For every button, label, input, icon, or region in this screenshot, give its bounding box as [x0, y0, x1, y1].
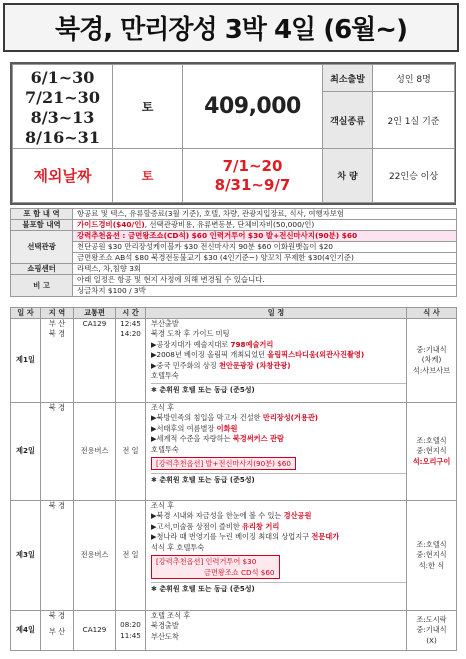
- header-meal: 식 사: [407, 308, 457, 319]
- itinerary-day-row: [11, 403, 457, 501]
- room-value: 2인 1실 기준: [373, 92, 455, 149]
- region: 북 경: [48, 501, 66, 510]
- transport: 전용버스: [74, 403, 116, 501]
- header-transport: 교통편: [74, 308, 116, 319]
- exclusion-date-line: 8/31~9/7: [214, 175, 291, 194]
- price: 409,000: [183, 65, 323, 149]
- guide-fee-highlight: 가이드경비($40/인): [77, 220, 145, 229]
- schedule-line: ▶세계적 수준을 자랑하는 북경써커스 관람: [151, 434, 284, 444]
- schedule-cell: [146, 319, 407, 403]
- schedule-line: ▶북경 시내와 자금성을 한눈에 볼 수 있는 경산공원: [151, 511, 312, 521]
- star-icon: ✱: [151, 476, 157, 485]
- time-cell: [116, 403, 146, 501]
- transport: CA129: [74, 611, 116, 651]
- info-table: [10, 208, 456, 297]
- region-cell: [41, 319, 74, 403]
- region: 북 경: [48, 403, 66, 412]
- itinerary-day-row: [11, 319, 457, 403]
- date-line: 8/16~31: [25, 128, 100, 147]
- shopping-value: 라텍스, 차,침향 3회: [73, 264, 457, 275]
- header-time: 시 간: [116, 308, 146, 319]
- room-label: 객실종류: [323, 92, 373, 149]
- meal-cell: [407, 611, 457, 651]
- included-label: 포 함 내 역: [11, 209, 73, 220]
- meal: 석:오리구이: [412, 456, 451, 466]
- region-cell: [41, 403, 74, 501]
- meal: (차케): [421, 355, 442, 365]
- time-cell: [116, 501, 146, 611]
- time: 08:20: [120, 620, 141, 630]
- exclusion-label: 제외날짜: [13, 149, 113, 203]
- meal: 중:기내식: [416, 625, 447, 635]
- meal: 중:기내식: [416, 344, 447, 354]
- schedule-line: ▶공장지대가 예술지대로 798예술거리: [151, 339, 274, 349]
- schedule-cell: [146, 501, 407, 611]
- schedule-line: ▶청나라 때 번영기를 누린 베이징 최대의 상업지구 전문대가: [151, 532, 340, 542]
- vehicle-value: 22인승 이상: [373, 149, 455, 203]
- time: 12:45: [120, 319, 141, 328]
- itinerary-table: [10, 307, 456, 651]
- schedule-cell: [146, 403, 407, 501]
- meal-cell: [407, 501, 457, 611]
- header-region: 지 역: [41, 308, 74, 319]
- meal: 조:호텔식: [416, 435, 447, 445]
- optional-tour-label: 선택관광: [11, 231, 73, 264]
- meal: 중:현지식: [416, 446, 447, 456]
- departure-dates: [13, 65, 113, 149]
- not-included-label: 불포함 내역: [11, 220, 73, 231]
- min-departure-label: 최소출발: [323, 65, 373, 92]
- schedule-cell: [146, 611, 407, 651]
- time-cell: [116, 611, 146, 651]
- meal: 석:사브사브: [412, 365, 451, 375]
- meal-cell: [407, 403, 457, 501]
- departure-day: 토: [113, 65, 183, 149]
- time: 14:20: [120, 329, 141, 339]
- schedule-line: ▶북방민족의 침입을 막고자 건설한 만리장성(거용관): [151, 413, 319, 423]
- title-banner: [3, 3, 459, 52]
- summary-table: [10, 62, 456, 205]
- schedule-line: 부산출발: [151, 319, 179, 328]
- time: 전 일: [122, 446, 139, 456]
- schedule-line: 부산도착: [151, 631, 179, 641]
- region: 북 경: [48, 329, 66, 339]
- exclusion-day: 토: [113, 149, 183, 203]
- transport: CA129: [74, 319, 116, 403]
- optional-line: 금면왕조쇼 AB석 $80 북경전동불교기 $30 (4인기준~) 양꼬치 무제한 $30(4인기준): [73, 253, 457, 264]
- not-included-value: [73, 220, 457, 231]
- region-cell: [41, 501, 74, 611]
- date-line: 6/1~30: [30, 68, 95, 87]
- day-label: 제1일: [11, 319, 41, 403]
- header-date: 일 자: [11, 308, 41, 319]
- hotel-line: ✱ 춘휘원 호텔 또는 동급 (준5성): [151, 473, 406, 485]
- schedule-line: 호텔투숙: [151, 371, 179, 381]
- date-line: 8/3~13: [30, 108, 95, 127]
- exclusion-dates: [183, 149, 323, 203]
- note-label: 비 고: [11, 275, 73, 297]
- transport: 전용버스: [74, 501, 116, 611]
- hotel-line: ✱ 춘휘원 호텔 또는 동급 (준5성): [151, 383, 406, 395]
- optional-recommended: 강력추천옵션 : 금면왕조쇼(CD석) $60 인력거투어 $30 발+전신마사지(90분) $60: [73, 231, 457, 242]
- time: 11:45: [120, 630, 141, 640]
- page-title: 북경, 만리장성 3박 4일 (6월~): [55, 15, 407, 45]
- schedule-line: 북경 도착 후 가이드 미팅: [151, 329, 230, 339]
- exclusion-date-line: 7/1~20: [222, 156, 283, 175]
- hotel-line: ✱ 춘휘원 호텔 또는 동급 (준5성): [151, 582, 406, 594]
- meal: (X): [426, 635, 437, 645]
- shopping-label: 쇼핑센터: [11, 264, 73, 275]
- region-cell: [41, 611, 74, 651]
- schedule-line: 호텔투숙: [151, 444, 179, 454]
- schedule-line: ▶중국 민주화의 상징 천안문광장 (차창관광): [151, 360, 291, 370]
- note-line: 아래 일정은 항공 및 현지 사정에 의해 변경될 수 있습니다.: [73, 275, 457, 286]
- note-line: 싱글차지 $100 / 3박: [73, 286, 457, 297]
- schedule-line: ▶서태후의 여름별장 이화원: [151, 423, 238, 433]
- schedule-line: 석식 후 호텔투숙: [151, 542, 205, 552]
- day-label: 제2일: [11, 403, 41, 501]
- region: 북 경: [48, 611, 66, 620]
- not-included-rest: , 선택관광비용, 유류변동분, 단체비자비(50,000/인): [144, 220, 315, 229]
- min-departure-value: 성인 8명: [373, 65, 455, 92]
- meal: 조:호텔식: [416, 539, 447, 549]
- meal: 중:현지식: [416, 550, 447, 560]
- region: 부 산: [48, 627, 66, 637]
- schedule-line: 조식 후: [151, 501, 175, 510]
- schedule-line: ▶고서,미술품 상점이 즐비한 유리창 거리: [151, 521, 280, 531]
- included-value: 항공료 및 텍스, 유류할증료(3월 기준), 호텔, 차량, 관광지입장료, 식사, 여행자보험: [73, 209, 457, 220]
- star-icon: ✱: [151, 386, 157, 395]
- time-cell: [116, 319, 146, 403]
- time: 전 일: [122, 550, 139, 560]
- vehicle-label: 차 량: [323, 149, 373, 203]
- date-line: 7/21~30: [25, 88, 100, 107]
- day-label: 제4일: [11, 611, 41, 651]
- meal-cell: [407, 319, 457, 403]
- optional-line: 천단공원 $30 만리장성케이블카 $30 전신마사지 90분 $60 이화원뱃놀이 $20: [73, 242, 457, 253]
- option-box: [강력추천옵션] 인력거투어 $30 금면왕조쇼 CD석 $60: [151, 555, 280, 579]
- meal: 조:도시락: [416, 614, 447, 624]
- schedule-line: ▶2008년 베이징 올림픽 개최되었던 올림픽스타디움(외관사진촬영): [151, 350, 365, 360]
- itinerary-day-row: [11, 501, 457, 611]
- schedule-line: 조식 후: [151, 403, 175, 412]
- day-label: 제3일: [11, 501, 41, 611]
- option-box: [강력추천옵션] 발+전신마사지(90분) $60: [151, 457, 296, 470]
- meal: 석:한 식: [418, 560, 445, 570]
- itinerary-header: [11, 308, 457, 319]
- schedule-line: 호텔 조식 후: [151, 611, 191, 620]
- region: 부 산: [48, 319, 66, 328]
- star-icon: ✱: [151, 585, 157, 594]
- itinerary-day-row: [11, 611, 457, 651]
- schedule-line: 북경출발: [151, 621, 179, 631]
- header-schedule: 일 정: [146, 308, 407, 319]
